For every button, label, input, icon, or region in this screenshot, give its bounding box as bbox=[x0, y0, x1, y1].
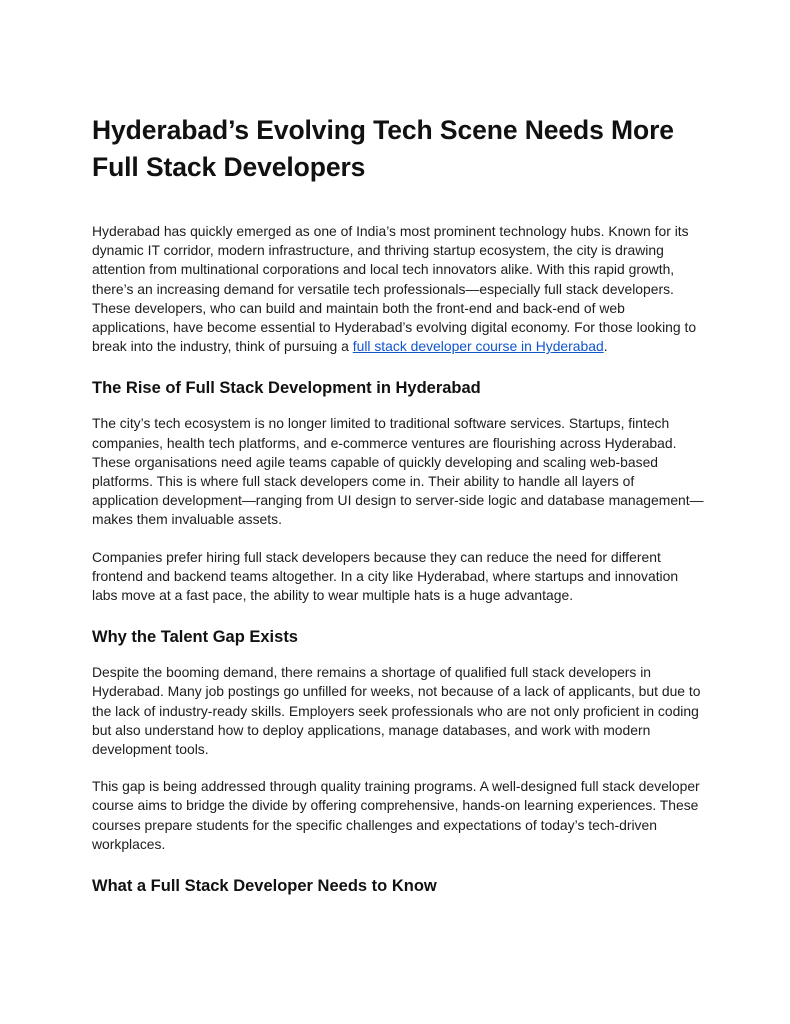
course-link[interactable]: full stack developer course in Hyderabad bbox=[352, 338, 604, 355]
section-heading-rise: The Rise of Full Stack Development in Hyderabad bbox=[92, 379, 481, 398]
intro-text-end: . bbox=[603, 338, 608, 355]
document-page bbox=[92, 112, 704, 897]
talent-gap-paragraph-1: Despite the booming demand, there remains a shortage of qualified full stack developers in Hyderabad. Many job postings go unfilled for weeks, not because of a lack of applicants, but due to the lack of industry-ready skills. Employers seek professionals who are not only proficient in coding but also understand how to deploy applications, manage databases, and work with modern development tools. bbox=[92, 664, 701, 758]
talent-gap-paragraph-2: This gap is being addressed through quality training programs. A well-designed full stack developer course aims to bridge the divide by offering comprehensive, hands-on learning experiences. These courses prepare students for the specific challenges and expectations of today’s tech-driven workplaces. bbox=[92, 778, 700, 852]
section-heading-needs-to-know: What a Full Stack Developer Needs to Know bbox=[92, 877, 437, 896]
section-heading-talent-gap: Why the Talent Gap Exists bbox=[92, 628, 298, 647]
rise-paragraph-2: Companies prefer hiring full stack developers because they can reduce the need for different frontend and backend teams altogether. In a city like Hyderabad, where startups and innovation labs move at a fast pace, the ability to wear multiple hats is a huge advantage. bbox=[92, 548, 679, 604]
intro-text: Hyderabad has quickly emerged as one of India’s most prominent technology hubs. Known for its dynamic IT corridor, modern infrastructure, and thriving startup ecosystem, the city is drawing attention from multinational corporations and local tech innovators alike. With this rapid growth, there’s an increasing demand for versatile tech professionals—especially full stack developers. These developers, who can build and maintain both the front-end and back-end of web applications, have become essential to Hyderabad’s evolving digital economy. For those looking to break into the industry, think of pursuing a bbox=[92, 223, 697, 355]
rise-paragraph-1: The city’s tech ecosystem is no longer limited to traditional software services. Startups, fintech companies, health tech platforms, and e-commerce ventures are flourishing across Hyderabad. These organisations need agile teams capable of quickly developing and scaling web-based platforms. This is where full stack developers come in. Their ability to handle all layers of application development—ranging from UI design to server-side logic and database management—makes them invaluable assets. bbox=[92, 415, 704, 528]
intro-paragraph bbox=[92, 222, 704, 356]
page-title: Hyderabad’s Evolving Tech Scene Needs More Full Stack Developers bbox=[92, 115, 674, 182]
